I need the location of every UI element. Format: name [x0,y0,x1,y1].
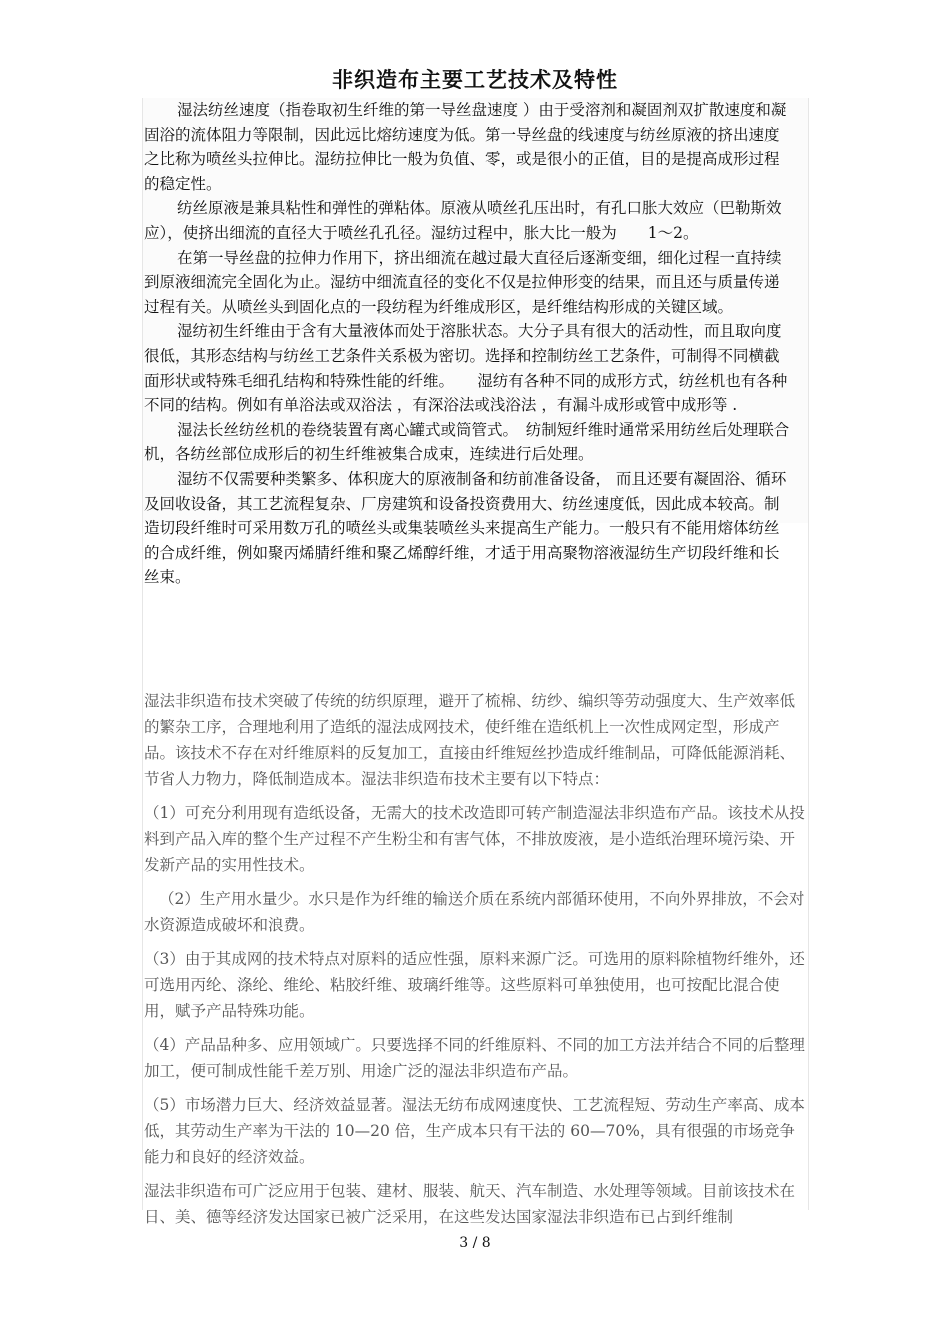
page-number: 3 / 8 [459,1235,491,1251]
paragraph-applications: 湿法非织造布可广泛应用于包装、建材、服装、航天、汽车制造、水处理等领域。目前该技术在日、美、德等经济发达国家已被广泛采用，在这些发达国家湿法非织造布已占到纤维制 [144,1182,796,1226]
upper-text-section [144,98,794,590]
paragraph-wet-spinning-speed: 湿法纺丝速度（指卷取初生纤维的第一导丝盘速度 ）由于受溶剂和凝固剂双扩散速度和凝固浴的流体阻力等限制，因此远比熔纺速度为低。第一导丝盘的线速度与纺丝原液的挤出速度之比称为喷丝头拉伸比。湿纺拉伸比一般为负值、零，或是很小的正值，目的是提高成形过程的稳定性。 [144,101,787,193]
paragraph-as-spun-fiber: 湿纺初生纤维由于含有大量液体而处于溶胀状态。大分子具有很大的活动性，而且取向度很低，其形态结构与纺丝工艺条件关系极为密切。选择和控制纺丝工艺条件，可制得不同横截面形状或特殊毛细孔结构和特殊性能的纤维。 湿纺有各种不同的成形方式，纺丝机也有各种不同的结构。例如有单浴法或双浴法 ，有深浴法或浅浴法 ，有漏斗成形或管中成形等 . [144,322,788,415]
paragraph-spinning-dope: 纺丝原液是兼具粘性和弹性的弹粘体。原液从喷丝孔压出时，有孔口胀大效应（巴勒斯效应），使挤出细流的直径大于喷丝孔孔径。湿纺过程中，胀大比一般为 1～2。 [144,199,782,242]
paragraph-wetlaid-intro: 湿法非织造布技术突破了传统的纺织原理，避开了梳棉、纺纱、编织等劳动强度大、生产效率低的繁杂工序，合理地利用了造纸的湿法成网技术，使纤维在造纸机上一次性成网定型，形成产品。该技术不存在对纤维原料的反复加工，直接由纤维短丝抄造成纤维制品，可降低能源消耗、节省人力物力，降低制造成本。湿法非织造布技术主要有以下特点： [144,692,796,788]
page-title: 非织造布主要工艺技术及特性 [332,67,618,93]
list-item-feature-2: （2）生产用水量少。水只是作为纤维的输送介质在系统内部循环使用，不向外界排放，不会对水资源造成破坏和浪费。 [144,890,805,934]
content-frame-right-border [808,98,809,1210]
lower-text-section [144,688,808,1238]
paragraph-equipment-cost: 湿纺不仅需要种类繁多、体积庞大的原液制备和纺前准备设备， 而且还要有凝固浴、循环及回收设备，其工艺流程复杂、厂房建筑和设备投资费用大、纺丝速度低，因此成本较高。制造切段纤维时可采用数万孔的喷丝头或集装喷丝头来提高生产能力。一般只有不能用熔体纺丝的合成纤维，例如聚丙烯腈纤维和聚乙烯醇纤维，才适于用高聚物溶液湿纺生产切段纤维和长丝束。 [144,469,787,587]
list-item-feature-5: （5）市场潜力巨大、经济效益显著。湿法无纺布成网速度快、工艺流程短、劳动生产率高、成本低，其劳动生产率为干法的 10—20 倍，生产成本只有干法的 60—70%，具有很强的市场竞争能力和良好的经济效益。 [144,1096,805,1166]
list-item-feature-1: （1）可充分利用现有造纸设备，无需大的技术改造即可转产制造湿法非织造布产品。该技术从投料到产品入库的整个生产过程不产生粉尘和有害气体，不排放废液，是小造纸治理环境污染、开发新产品的实用性技术。 [144,804,805,874]
paragraph-stretch-force: 在第一导丝盘的拉伸力作用下，挤出细流在越过最大直径后逐渐变细，细化过程一直持续到原液细流完全固化为止。湿纺中细流直径的变化不仅是拉伸形变的结果，而且还与质量传递过程有关。从喷丝头到固化点的一段纺程为纤维成形区，是纤维结构形成的关键区域。 [144,248,782,316]
list-item-feature-3: （3）由于其成网的技术特点对原料的适应性强，原料来源广泛。可选用的原料除植物纤维外，还可选用丙纶、涤纶、维纶、粘胶纤维、玻璃纤维等。这些原料可单独使用，也可按配比混合使用，赋予产品特殊功能。 [144,950,805,1020]
list-item-feature-4: （4）产品品种多、应用领域广。只要选择不同的纤维原料、不同的加工方法并结合不同的后整理加工，便可制成性能千差万别、用途广泛的湿法非织造布产品。 [144,1036,805,1080]
paragraph-winding-device: 湿法长丝纺丝机的卷绕装置有离心罐式或筒管式。 纺制短纤维时通常采用纺丝后处理联合机，各纺丝部位成形后的初生纤维被集合成束，连续进行后处理。 [144,420,790,464]
